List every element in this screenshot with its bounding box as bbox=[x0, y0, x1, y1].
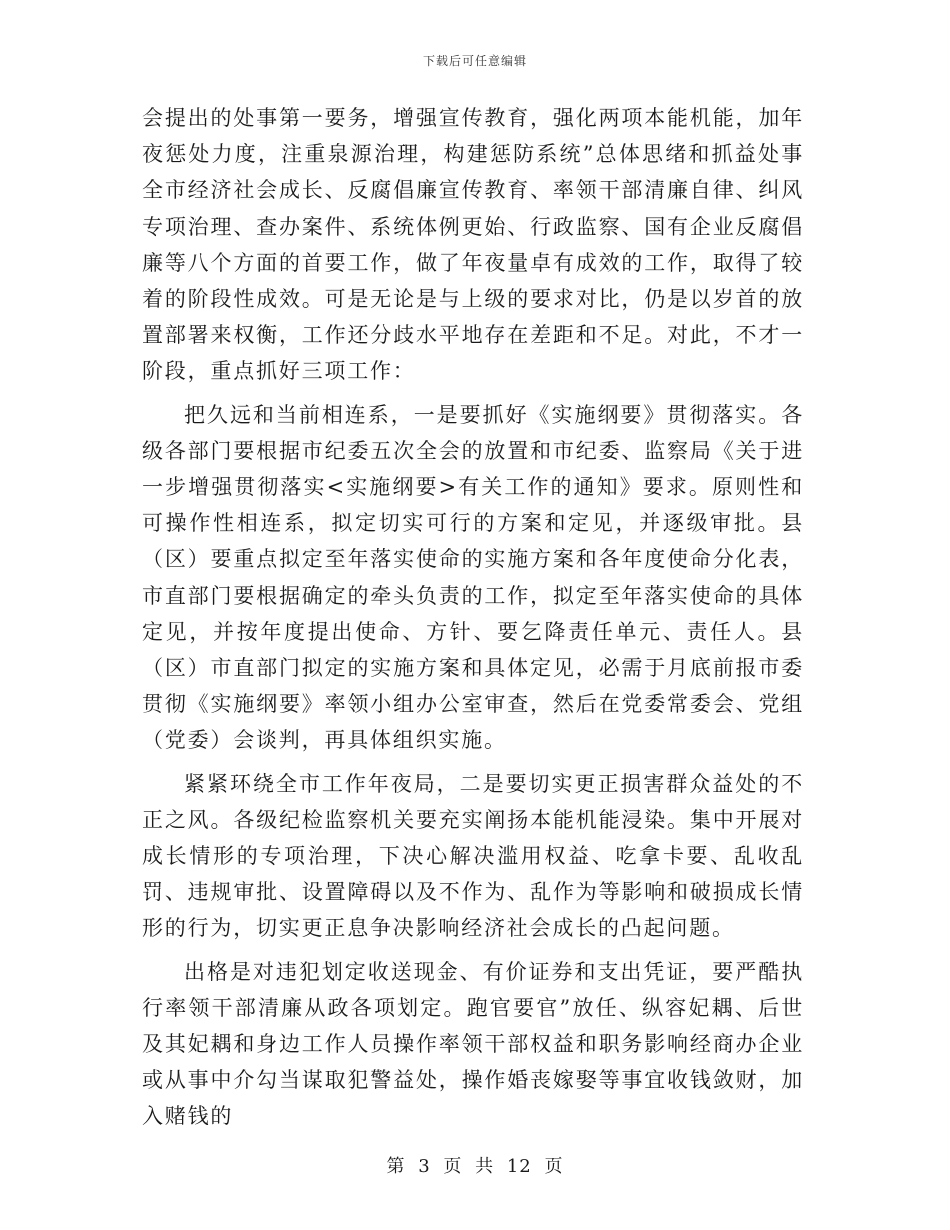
paragraph-integrity-rules: 出格是对违犯划定收送现金、有价证券和支出凭证，要严酷执行率领干部清廉从政各项划定。跑官要官”放任、纵容妃耦、后世及其妃耦和身边工作人员操作率领干部权益和职务影响经商办企业或从事中介勾当谋取犯警益处，操作婚丧嫁娶等事宜收钱敛财，加入赌钱的 bbox=[142, 959, 804, 1129]
paragraph-implementation-outline: 把久远和当前相连系，一是要抓好《实施纲要》贯彻落实。各级各部门要根据市纪委五次全会的放置和市纪委、监察局《关于进一步增强贯彻落实<实施纲要>有关工作的通知》要求。原则性和可操作性相连系，拟定切实可行的方案和定见，并逐级审批。县（区）要重点拟定至年落实使命的实施方案和各年度使命分化表，市直部门要根据确定的牵头负责的工作，拟定至年落实使命的具体定见，并按年度提出使命、方针、要乞降责任单元、责任人。县（区）市直部门拟定的实施方案和具体定见，必需于月底前报市委贯彻《实施纲要》率领小组办公室审查，然后在党委常委会、党组（党委）会谈判，再具体组织实施。 bbox=[142, 402, 804, 753]
document-body bbox=[142, 100, 804, 1135]
page-number-footer: 第 3 页 共 12 页 bbox=[386, 1156, 564, 1177]
paragraph-correct-unhealthy-practices: 紧紧环绕全市工作年夜局，二是要切实更正损害群众益处的不正之风。各级纪检监察机关要充实阐扬本能机能浸染。集中开展对成长情形的专项治理，下决心解决滥用权益、吃拿卡要、乱收乱罚、违规审批、设置障碍以及不作为、乱作为等影响和破损成长情形的行为，切实更正息争决影响经济社会成长的凸起问题。 bbox=[142, 771, 804, 941]
paragraph-continued: 会提出的处事第一要务，增强宣传教育，强化两项本能机能，加年夜惩处力度，注重泉源治理，构建惩防系统”总体思绪和抓益处事全市经济社会成长、反腐倡廉宣传教育、率领干部清廉自律、纠风专项治理、查办案件、系统体例更始、行政监察、国有企业反腐倡廉等八个方面的首要工作，做了年夜量卓有成效的工作，取得了较着的阶段性成效。可是无论是与上级的要求对比，仍是以岁首的放置部署来权衡，工作还分歧水平地存在差距和不足。对此，不才一阶段，重点抓好三项工作： bbox=[142, 106, 804, 384]
page-header: 下载后可任意编辑 bbox=[422, 54, 527, 68]
